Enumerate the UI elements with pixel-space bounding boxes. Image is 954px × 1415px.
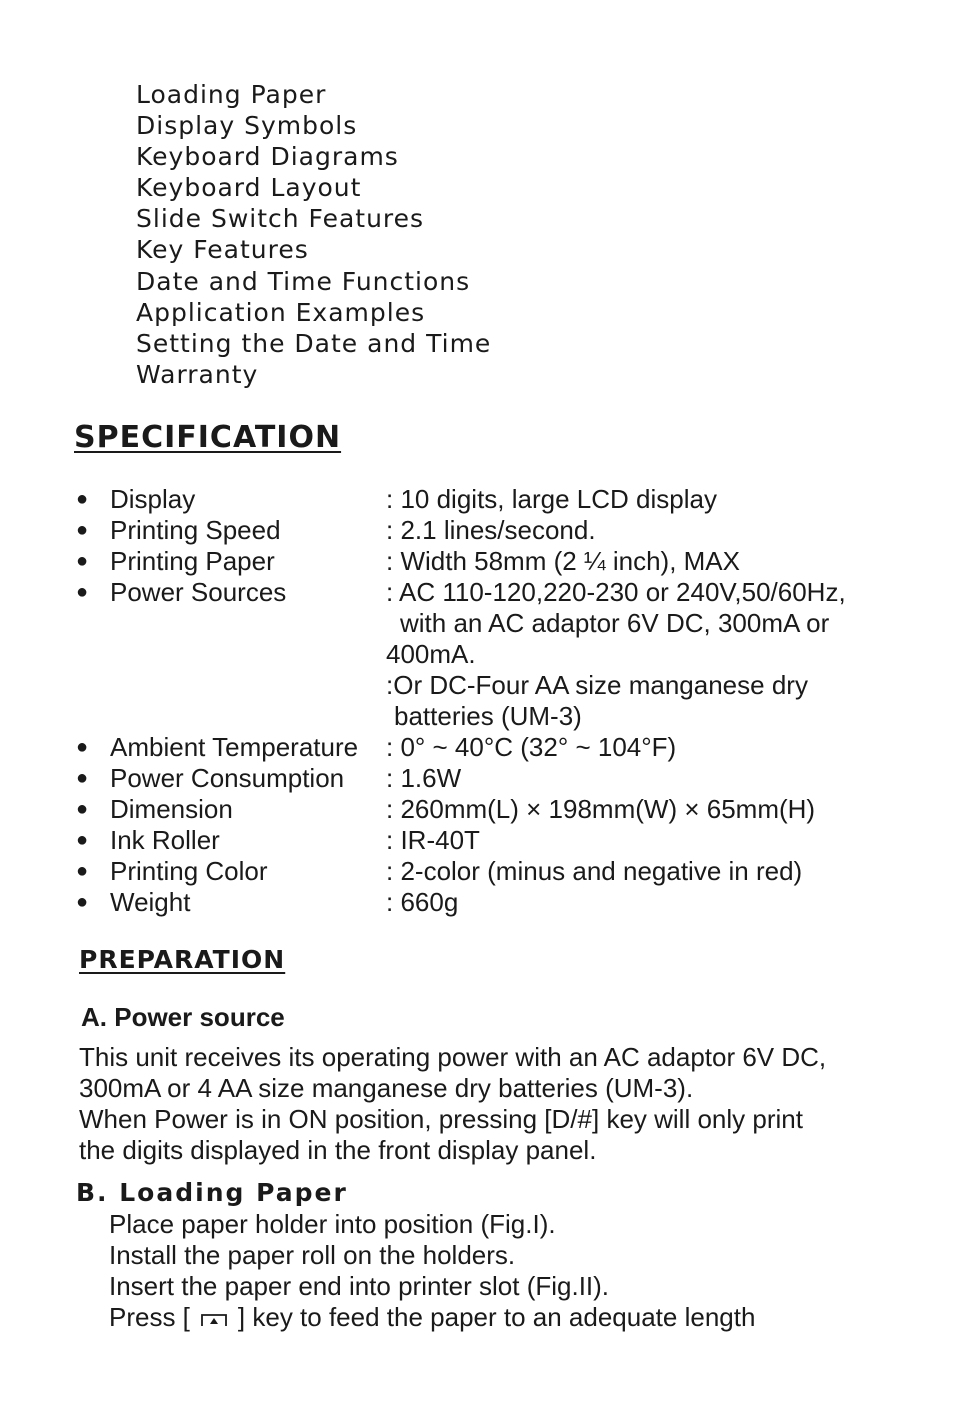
spec-value-line: : 10 digits, large LCD display [386,484,717,514]
paragraph-line: This unit receives its operating power with an AC adaptor 6V DC, [79,1042,827,1072]
toc-item: Key Features [136,235,309,265]
spec-value-line: :Or DC-Four AA size manganese dry [386,670,808,700]
spec-row-weight [76,887,936,918]
spec-row-power-sources [76,577,936,732]
spec-value [386,515,936,546]
spec-value [386,794,936,825]
toc-item: Date and Time Functions [136,266,471,296]
press-suffix: ] key to feed the paper to an adequate length [237,1302,756,1332]
specification-list [76,484,936,918]
spec-value-line: : 260mm(L) × 198mm(W) × 65mm(H) [386,794,816,824]
spec-value-line: : 0° ~ 40°C (32° ~ 104°F) [386,732,677,762]
paragraph-line: When Power is in ON position, pressing [D/#] key will only print [79,1104,803,1134]
spec-label: Ink Roller [110,825,220,855]
spec-row-ambient-temperature [76,732,936,763]
spec-label: Dimension [110,794,233,824]
toc-item: Keyboard Diagrams [136,142,399,172]
step-item: Place paper holder into position (Fig.I). [109,1209,556,1239]
toc-item: Application Examples [136,297,426,327]
loading-paper-steps [109,1209,755,1333]
preparation-heading: PREPARATION [79,945,286,974]
paragraph-line: the digits displayed in the front display panel. [79,1135,597,1165]
specification-heading: SPECIFICATION [74,420,342,455]
spec-label: Printing Speed [110,515,281,545]
bullet-icon: ● [76,829,89,851]
step-item: Install the paper roll on the holders. [109,1240,516,1270]
paper-feed-icon [200,1312,228,1328]
spec-label: Printing Color [110,856,268,886]
spec-value [386,856,936,887]
spec-value [386,825,936,856]
bullet-icon: ● [76,736,89,758]
spec-value-line: batteries (UM-3) [394,701,582,731]
paragraph-line: 300mA or 4 AA size manganese dry batteries (UM-3). [79,1073,694,1103]
spec-value-line: : AC 110-120,220-230 or 240V,50/60Hz, [386,577,846,607]
spec-value-line: : IR-40T [386,825,480,855]
bullet-icon: ● [76,488,89,510]
contents-list [136,79,491,390]
toc-item: Display Symbols [136,111,358,141]
bullet-icon: ● [76,891,89,913]
spec-value-line: : 660g [386,887,459,917]
toc-item: Keyboard Layout [136,173,362,203]
bullet-icon: ● [76,519,89,541]
spec-value-line: : 2-color (minus and negative in red) [386,856,803,886]
spec-value-line: with an AC adaptor 6V DC, 300mA or [400,608,830,638]
spec-row-display [76,484,936,515]
loading-paper-heading: B. Loading Paper [76,1178,348,1207]
power-source-heading: A. Power source [81,1002,285,1032]
bullet-icon: ● [76,581,89,603]
spec-label: Power Sources [110,577,287,607]
spec-label: Weight [110,887,191,917]
power-source-paragraph [79,1042,826,1166]
spec-value-line: : Width 58mm (2 ¼ inch), MAX [386,546,740,576]
spec-value [386,577,936,732]
spec-value-line: : 1.6W [386,763,462,793]
step-item: Insert the paper end into printer slot (Fig.II). [109,1271,610,1301]
spec-label: Power Consumption [110,763,345,793]
spec-value [386,484,936,515]
toc-item: Setting the Date and Time [136,328,492,358]
spec-label: Ambient Temperature [110,732,359,762]
toc-item: Slide Switch Features [136,204,425,234]
bullet-icon: ● [76,550,89,572]
spec-row-ink-roller [76,825,936,856]
step-item-press-feed [109,1302,755,1333]
spec-row-power-consumption [76,763,936,794]
toc-item: Loading Paper [136,80,327,109]
spec-value [386,763,936,794]
spec-value [386,546,936,577]
bullet-icon: ● [76,798,89,820]
toc-item: Warranty [136,359,259,389]
spec-value [386,887,936,918]
spec-row-printing-speed [76,515,936,546]
spec-value-line: : 2.1 lines/second. [386,515,596,545]
spec-value [386,732,936,763]
bullet-icon: ● [76,767,89,789]
press-prefix: Press [ [109,1302,190,1332]
spec-label: Printing Paper [110,546,275,576]
spec-value-line: 400mA. [386,639,476,669]
bullet-icon: ● [76,860,89,882]
spec-row-printing-color [76,856,936,887]
spec-row-printing-paper [76,546,936,577]
spec-label: Display [110,484,196,514]
spec-row-dimension [76,794,936,825]
